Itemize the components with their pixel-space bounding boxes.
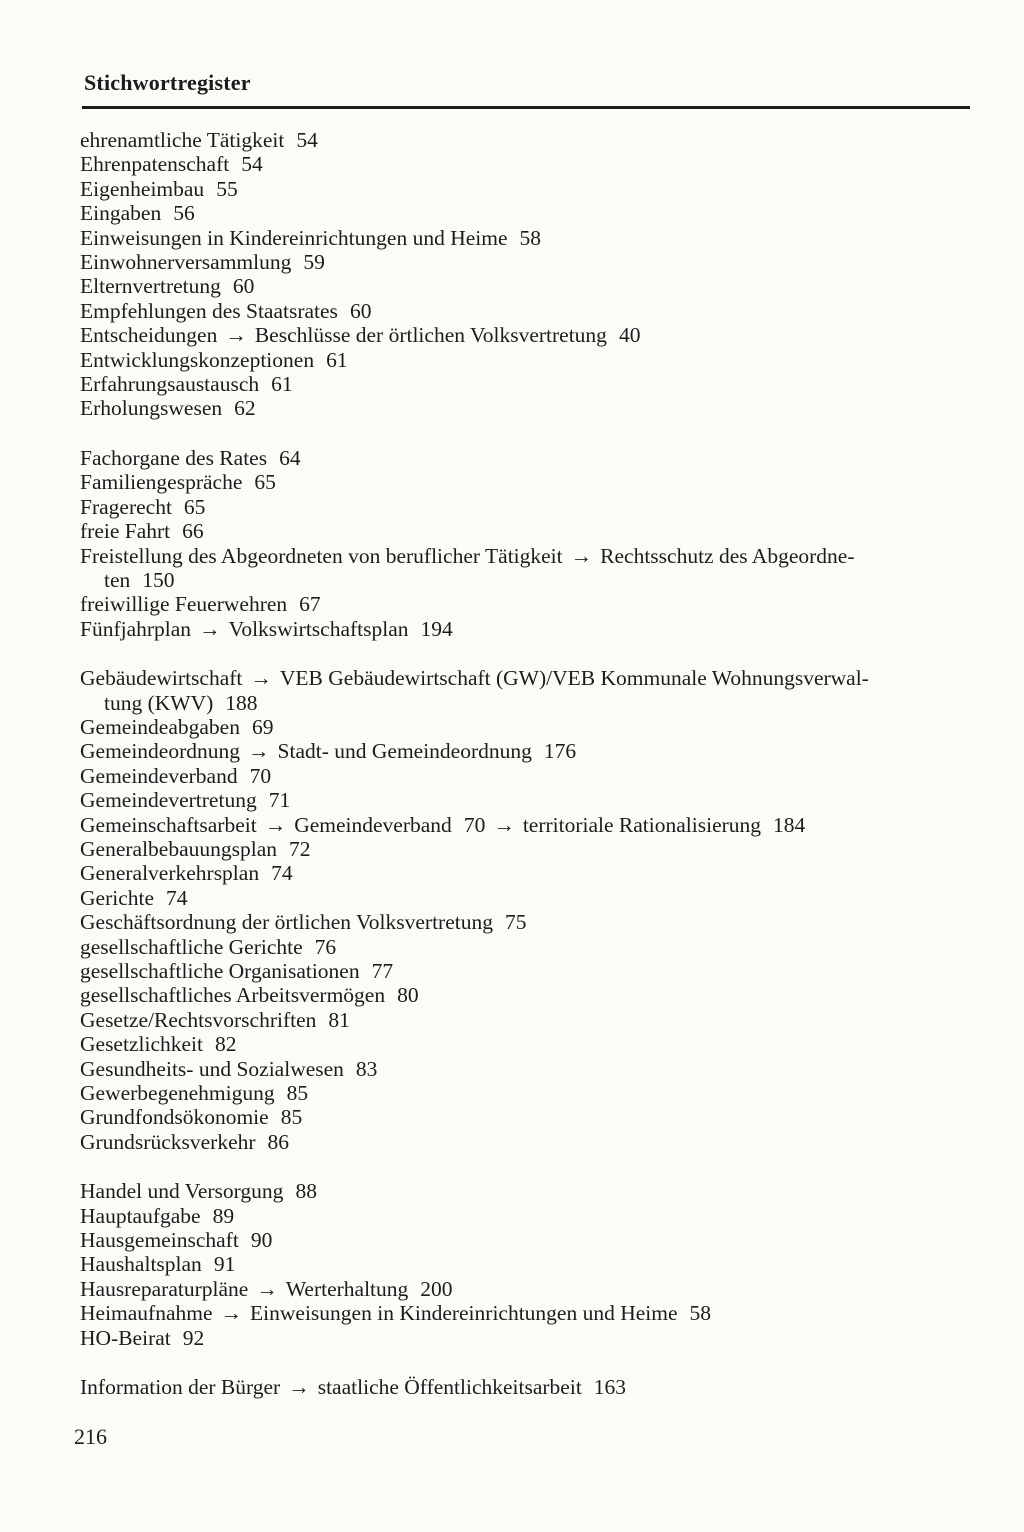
- index-entry: Familiengespräche 65: [80, 470, 276, 495]
- index-entry: Gesundheits- und Sozialwesen 83: [80, 1056, 378, 1081]
- index-entry: Elternvertretung 60: [80, 274, 255, 299]
- index-entry: Haushaltsplan 91: [80, 1252, 236, 1277]
- index-entry: gesellschaftliche Organisationen 77: [80, 959, 394, 983]
- index-entry: ehrenamtliche Tätigkeit 54: [80, 128, 318, 152]
- section-gap: [80, 421, 970, 446]
- index-entry: freiwillige Feuerwehren 67: [80, 592, 321, 617]
- index-entry: Handel und Versorgung 88: [80, 1179, 317, 1204]
- index-entry: Erholungswesen 62: [80, 396, 256, 421]
- index-entry: gesellschaftliches Arbeitsvermögen 80: [80, 983, 419, 1008]
- index-entry: Gesetze/Rechtsvorschriften 81: [80, 1007, 350, 1032]
- index-entry: Generalbebauungsplan 72: [80, 836, 311, 861]
- index-entry: Gesetzlichkeit 82: [80, 1032, 237, 1057]
- index-entry: Geschäftsordnung der örtlichen Volksvertretung 75: [80, 910, 527, 935]
- index-entry: Einwohnerversammlung 59: [80, 250, 325, 275]
- index-entry: Eingaben 56: [80, 201, 195, 226]
- index-entry: Gebäudewirtschaft → VEB Gebäudewirtschaft (GW)/VEB Kommunale Wohnungsverwal-: [80, 666, 869, 691]
- index-entry: HO-Beirat 92: [80, 1325, 205, 1350]
- index-entry: Entscheidungen → Beschlüsse der örtlichen Volksvertretung 40: [80, 323, 641, 348]
- index-entry: Freistellung des Abgeordneten von beruflicher Tätigkeit → Rechtsschutz des Abgeordne-: [80, 543, 855, 568]
- page-number: 216: [74, 1424, 107, 1449]
- index-entry: Eigenheimbau 55: [80, 176, 238, 201]
- index-entry: Fragerecht 65: [80, 494, 206, 519]
- index-entry: Erfahrungsaustausch 61: [80, 372, 293, 397]
- index-entry: Gemeindeabgaben 69: [80, 714, 274, 739]
- index-entry: Hausreparaturpläne → Werterhaltung 200: [80, 1276, 453, 1301]
- index-entry: Information der Bürger → staatliche Öffentlichkeitsarbeit 163: [80, 1375, 627, 1400]
- index-entry: Gemeinschaftsarbeit → Gemeindeverband 70 → territoriale Rationalisierung 184: [80, 812, 806, 837]
- index-entry: Gerichte 74: [80, 885, 188, 910]
- index-entry: Gewerbegenehmigung 85: [80, 1081, 309, 1106]
- index-entry: Fachorgane des Rates 64: [80, 445, 301, 470]
- index-entry: Grundsrücksverkehr 86: [80, 1129, 290, 1154]
- index-entry: Hausgemeinschaft 90: [80, 1228, 273, 1253]
- page-title: Stichwortregister: [84, 70, 251, 95]
- index-entry: Fünfjahrplan → Volkswirtschaftsplan 194: [80, 616, 453, 641]
- index-entry: Einweisungen in Kindereinrichtungen und Heime 58: [80, 225, 542, 250]
- index-entry: Empfehlungen des Staatsrates 60: [80, 298, 372, 323]
- section-gap: [80, 1154, 970, 1179]
- index-entry: Gemeindeordnung → Stadt- und Gemeindeordnung 176: [80, 739, 577, 764]
- index-entry: Grundfondsökonomie 85: [80, 1105, 303, 1130]
- index-entry: Generalverkehrsplan 74: [80, 861, 293, 886]
- section-gap: [80, 1350, 970, 1375]
- index-entry-continuation: tung (KWV) 188: [104, 690, 258, 715]
- index-entry: freie Fahrt 66: [80, 519, 204, 544]
- index-list: [80, 128, 970, 1400]
- header-rule: [82, 106, 970, 109]
- index-entry: Gemeindevertretung 71: [80, 788, 291, 813]
- index-entry: Gemeindeverband 70: [80, 763, 272, 788]
- index-entry: Hauptaufgabe 89: [80, 1203, 235, 1228]
- index-entry: Heimaufnahme → Einweisungen in Kindereinrichtungen und Heime 58: [80, 1301, 712, 1326]
- index-entry: gesellschaftliche Gerichte 76: [80, 934, 337, 959]
- index-entry: Entwicklungskonzeptionen 61: [80, 347, 348, 372]
- index-entry-continuation: ten 150: [104, 567, 175, 592]
- index-entry: Ehrenpatenschaft 54: [80, 152, 263, 177]
- section-gap: [80, 641, 970, 666]
